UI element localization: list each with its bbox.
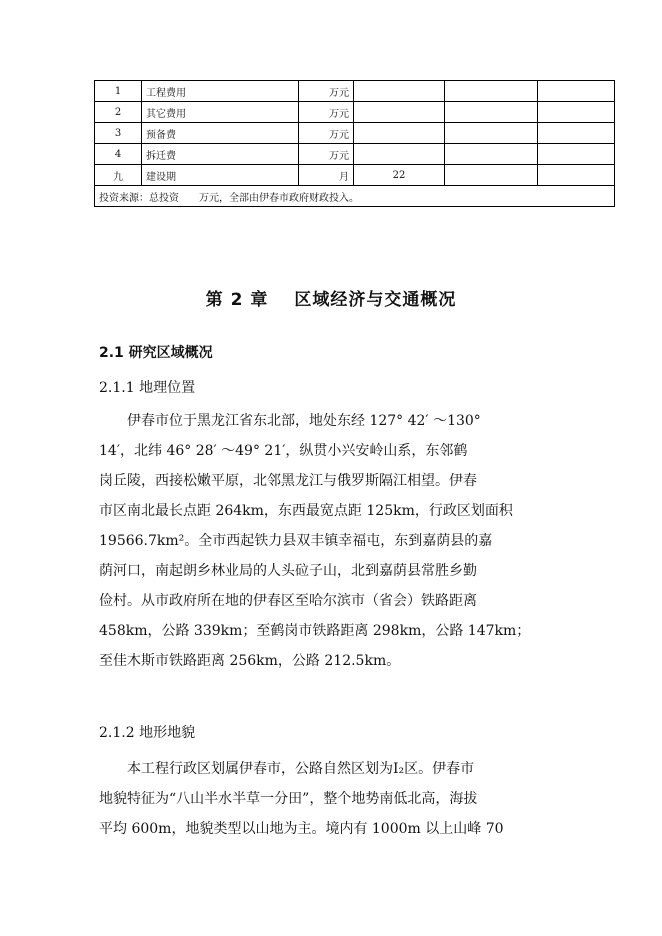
text-line: 荫河口，南起朗乡林业局的人头砬子山，北到嘉荫县常胜乡勤	[99, 563, 477, 579]
row-value: 22	[354, 165, 445, 186]
row-number: 3	[95, 123, 142, 144]
text-line: 平均 600m，地貌类型以山地为主。境内有 1000m 以上山峰 70	[99, 821, 504, 837]
row-number: 4	[95, 144, 142, 165]
text-line: 岗丘陵，西接松嫩平原，北邻黑龙江与俄罗斯隔江相望。伊春	[99, 473, 477, 489]
funding-note: 投资来源：总投资 万元，全部由伊春市政府财政投入。	[95, 186, 615, 207]
row-item-name: 工程费用	[142, 81, 299, 102]
row-empty-cell	[445, 144, 538, 165]
row-item-name: 拆迁费	[142, 144, 299, 165]
row-item-name: 其它费用	[142, 102, 299, 123]
chapter-name: 区域经济与交通概况	[294, 290, 457, 310]
table-row-note	[95, 186, 615, 207]
row-empty-cell	[538, 123, 615, 144]
text-line: 俭村。从市政府所在地的伊春区至哈尔滨市（省会）铁路距离	[99, 593, 477, 609]
row-unit: 万元	[299, 81, 354, 102]
row-number: 2	[95, 102, 142, 123]
table-row	[95, 123, 615, 144]
subsection-title-location: 2.1.1 地理位置	[99, 380, 196, 396]
row-value	[354, 81, 445, 102]
chapter-number: 第 2 章	[205, 290, 269, 310]
row-unit: 万元	[299, 102, 354, 123]
text-line: 458km，公路 339km；至鹤岗市铁路距离 298km，公路 147km；	[99, 623, 531, 639]
table-row	[95, 102, 615, 123]
table-row	[95, 165, 615, 186]
row-empty-cell	[538, 144, 615, 165]
chapter-title	[0, 285, 662, 310]
row-empty-cell	[538, 102, 615, 123]
text-line: 市区南北最长点距 264km，东西最宽点距 125km，行政区划面积	[99, 503, 513, 519]
text-line: 19566.7km²。全市西起铁力县双丰镇幸福屯，东到嘉荫县的嘉	[99, 533, 493, 549]
row-empty-cell	[538, 165, 615, 186]
row-number: 九	[95, 165, 142, 186]
text-line: 14′，北纬 46° 28′ ～49° 21′，纵贯小兴安岭山系，东邻鹤	[99, 443, 468, 459]
row-empty-cell	[445, 123, 538, 144]
row-item-name: 预备费	[142, 123, 299, 144]
row-value	[354, 144, 445, 165]
paragraph-terrain	[99, 754, 561, 844]
subsection-title-terrain: 2.1.2 地形地貌	[99, 725, 196, 741]
table-row	[95, 81, 615, 102]
row-value	[354, 102, 445, 123]
row-unit: 万元	[299, 123, 354, 144]
row-number: 1	[95, 81, 142, 102]
row-empty-cell	[445, 81, 538, 102]
row-unit: 万元	[299, 144, 354, 165]
row-empty-cell	[445, 102, 538, 123]
text-line: 至佳木斯市铁路距离 256km，公路 212.5km。	[99, 653, 401, 669]
row-unit: 月	[299, 165, 354, 186]
paragraph-location	[99, 406, 561, 676]
text-line: 本工程行政区划属伊春市，公路自然区划为Ⅰ₂区。伊春市	[99, 761, 475, 777]
row-empty-cell	[538, 81, 615, 102]
text-line: 地貌特征为“八山半水半草一分田”，整个地势南低北高，海拔	[99, 791, 478, 807]
row-value	[354, 123, 445, 144]
table-row	[95, 144, 615, 165]
row-item-name: 建设期	[142, 165, 299, 186]
section-title: 2.1 研究区域概况	[99, 345, 213, 361]
text-line: 伊春市位于黑龙江省东北部，地处东经 127° 42′ ～130°	[99, 413, 481, 429]
row-empty-cell	[445, 165, 538, 186]
investment-table	[94, 80, 615, 207]
